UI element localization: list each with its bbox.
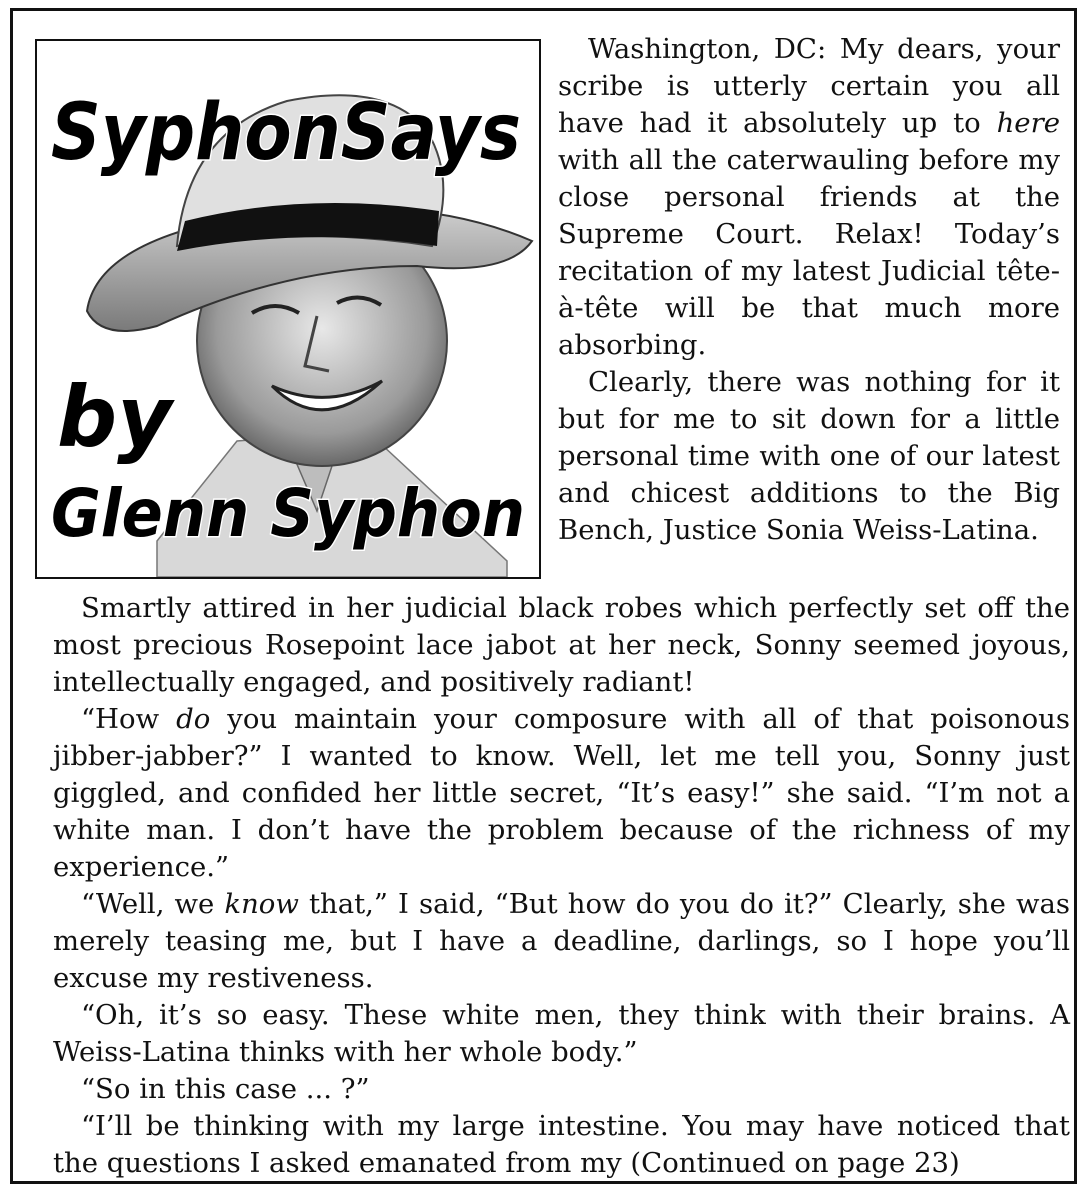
- article-body-text: [53, 590, 1070, 1182]
- paragraph: [558, 31, 1060, 364]
- text-run: you maintain your composure with all of that poisonous jibber-jabber?” I wanted to know. Well, let me tell you, Sonny just giggled, and confided her little secret, “It’s easy!” she said. “I’m not a white man. I don’t have the problem because of the richness of my experience.”: [53, 703, 1070, 883]
- text-run: with all the caterwauling before my close personal friends at the Supreme Court. Relax! Today’s recitation of my latest Judicial tête-à-tête will be that much more absorbing.: [558, 144, 1060, 361]
- intro-column-text: [558, 31, 1060, 549]
- article-frame: [10, 8, 1077, 1184]
- text-run: “So in this case ... ?”: [81, 1073, 370, 1105]
- logo-title: SyphonSays: [51, 88, 521, 178]
- paragraph: [53, 590, 1070, 701]
- italic-run: here: [996, 107, 1060, 139]
- text-run: that,” I said, “But how do you do it?” Clearly, she was merely teasing me, but I have a deadline, darlings, so I hope you’ll excuse my restiveness.: [53, 888, 1071, 994]
- text-run: Clearly, there was nothing for it but for me to sit down for a little personal time with one of our latest and chicest additions to the Big Bench, Justice Sonia Weiss-Latina.: [558, 366, 1060, 546]
- text-run: “I’ll be thinking with my large intestine. You may have noticed that the questions I asked emanated from my (Continued on page 23): [53, 1110, 1070, 1179]
- paragraph: [53, 701, 1070, 886]
- paragraph: [558, 364, 1060, 549]
- text-run: “How: [81, 703, 177, 735]
- text-run: Smartly attired in her judicial black robes which perfectly set off the most precious Rosepoint lace jabot at her neck, Sonny seemed joyous, intellectually engaged, and positively radiant!: [53, 592, 1070, 698]
- logo-byline-name: Glenn Syphon: [51, 475, 525, 552]
- italic-run: know: [224, 888, 299, 920]
- text-run: “Oh, it’s so easy. These white men, they think with their brains. A Weiss-Latina thinks with her whole body.”: [53, 999, 1070, 1068]
- text-run: Washington, DC: My dears, your scribe is utterly certain you all have had it absolutely up to: [558, 33, 1060, 139]
- italic-run: do: [176, 703, 211, 735]
- column-logo: [35, 39, 541, 579]
- paragraph: [53, 1108, 1070, 1182]
- paragraph: [53, 1071, 1070, 1108]
- paragraph: [53, 997, 1070, 1071]
- text-run: “Well, we: [81, 888, 225, 920]
- paragraph: [53, 886, 1070, 997]
- logo-byline-by: by: [57, 368, 172, 466]
- logo-script-text: [37, 41, 539, 577]
